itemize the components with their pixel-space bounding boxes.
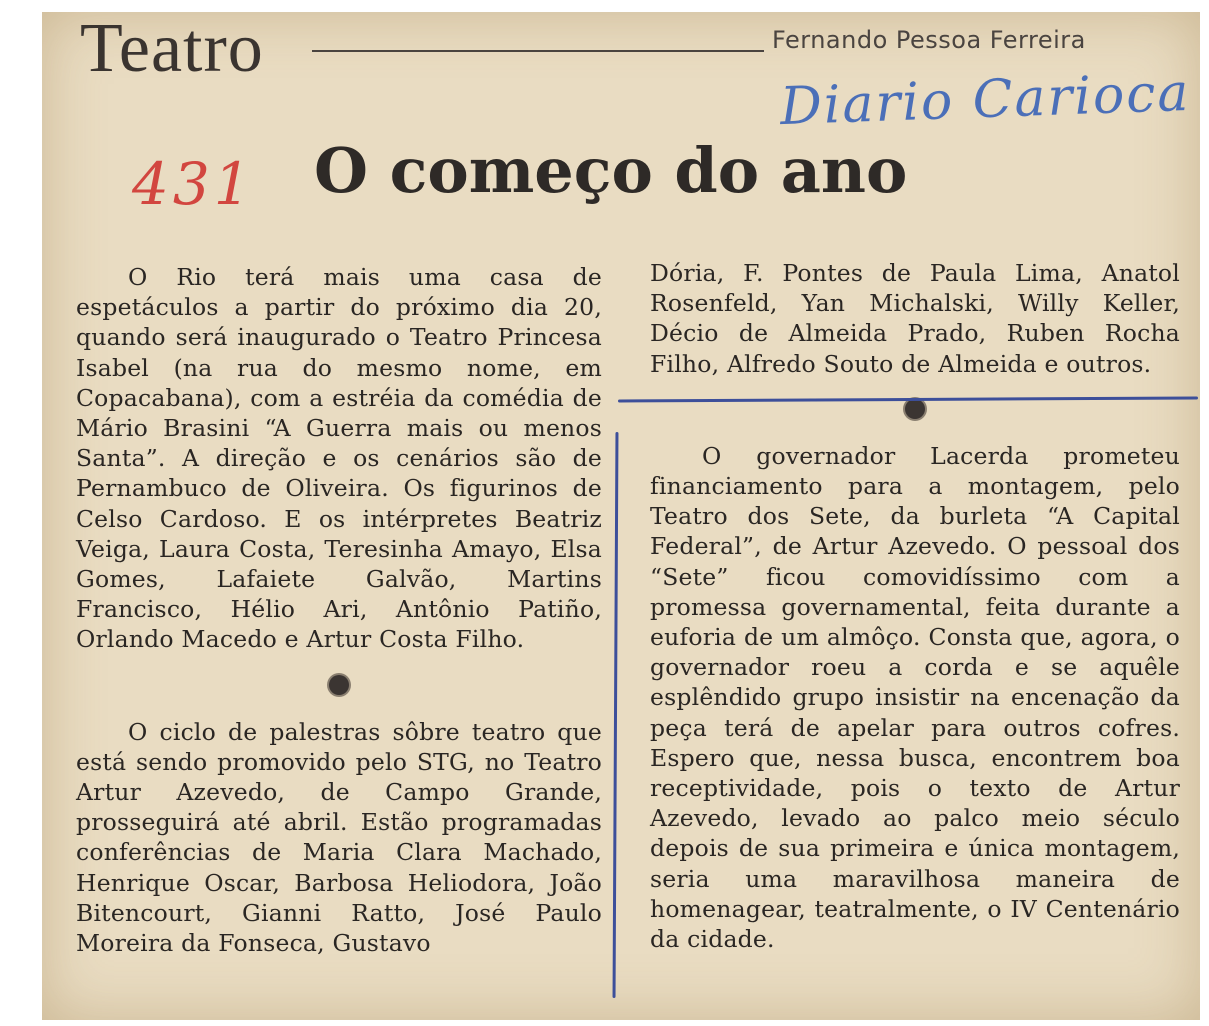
article-headline: O começo do ano xyxy=(314,134,908,207)
section-bullet xyxy=(905,399,925,419)
handwritten-number-note: 431 xyxy=(132,150,255,218)
author-byline: Fernando Pessoa Ferreira xyxy=(772,26,1086,54)
title-rule xyxy=(312,50,764,52)
left-column xyxy=(76,262,602,958)
handwritten-publication-note: Diario Carioca xyxy=(779,62,1192,138)
right-column xyxy=(650,258,1180,954)
paragraph-lecture-cycle: O ciclo de palestras sôbre teatro que está sendo promovido pelo STG, no Teatro Artur Azevedo, de Campo Grande, prosseguirá até abril. Estão programadas conferências de Maria Clara Machado, Henrique Oscar, Barbosa Heliodora, João Bitencourt, Gianni Ratto, José Paulo Moreira da Fonseca, Gustavo xyxy=(76,717,602,958)
paragraph-new-theatre: O Rio terá mais uma casa de espetáculos a partir do próximo dia 20, quando será inaugurado o Teatro Princesa Isabel (na rua do mesmo nome, em Copacabana), com a estréia da comédia de Mário Brasini “A Guerra mais ou menos Santa”. A direção e os cenários são de Pernambuco de Oliveira. Os figurinos de Celso Cardoso. E os intérpretes Beatriz Veiga, Laura Costa, Teresinha Amayo, Elsa Gomes, Lafaiete Galvão, Martins Francisco, Hélio Ari, Antônio Patiño, Orlando Macedo e Artur Costa Filho. xyxy=(76,263,602,654)
paragraph-lecture-cycle-continued: Dória, F. Pontes de Paula Lima, Anatol Rosenfeld, Yan Michalski, Willy Keller, Décio de Almeida Prado, Ruben Rocha Filho, Alfredo Souto de Almeida e outros. xyxy=(650,259,1180,378)
section-bullet xyxy=(329,675,349,695)
paragraph-governor-funding: O governador Lacerda prometeu financiamento para a montagem, pelo Teatro dos Sete, da burleta “A Capital Federal”, de Artur Azevedo. O pessoal dos “Sete” ficou comovidíssimo com a promessa governamental, feita durante a euforia de um almôço. Consta que, agora, o governador roeu a corda e se aquêle esplêndido grupo insistir na encenação da peça terá de apelar para outros cofres. Espero que, nessa busca, encontrem boa receptividade, pois o texto de Artur Azevedo, levado ao palco meio século depois de sua primeira e única montagem, seria uma maravilhosa maneira de homenagear, teatralmente, o IV Centenário da cidade. xyxy=(650,441,1180,954)
section-title: Teatro xyxy=(80,10,264,87)
